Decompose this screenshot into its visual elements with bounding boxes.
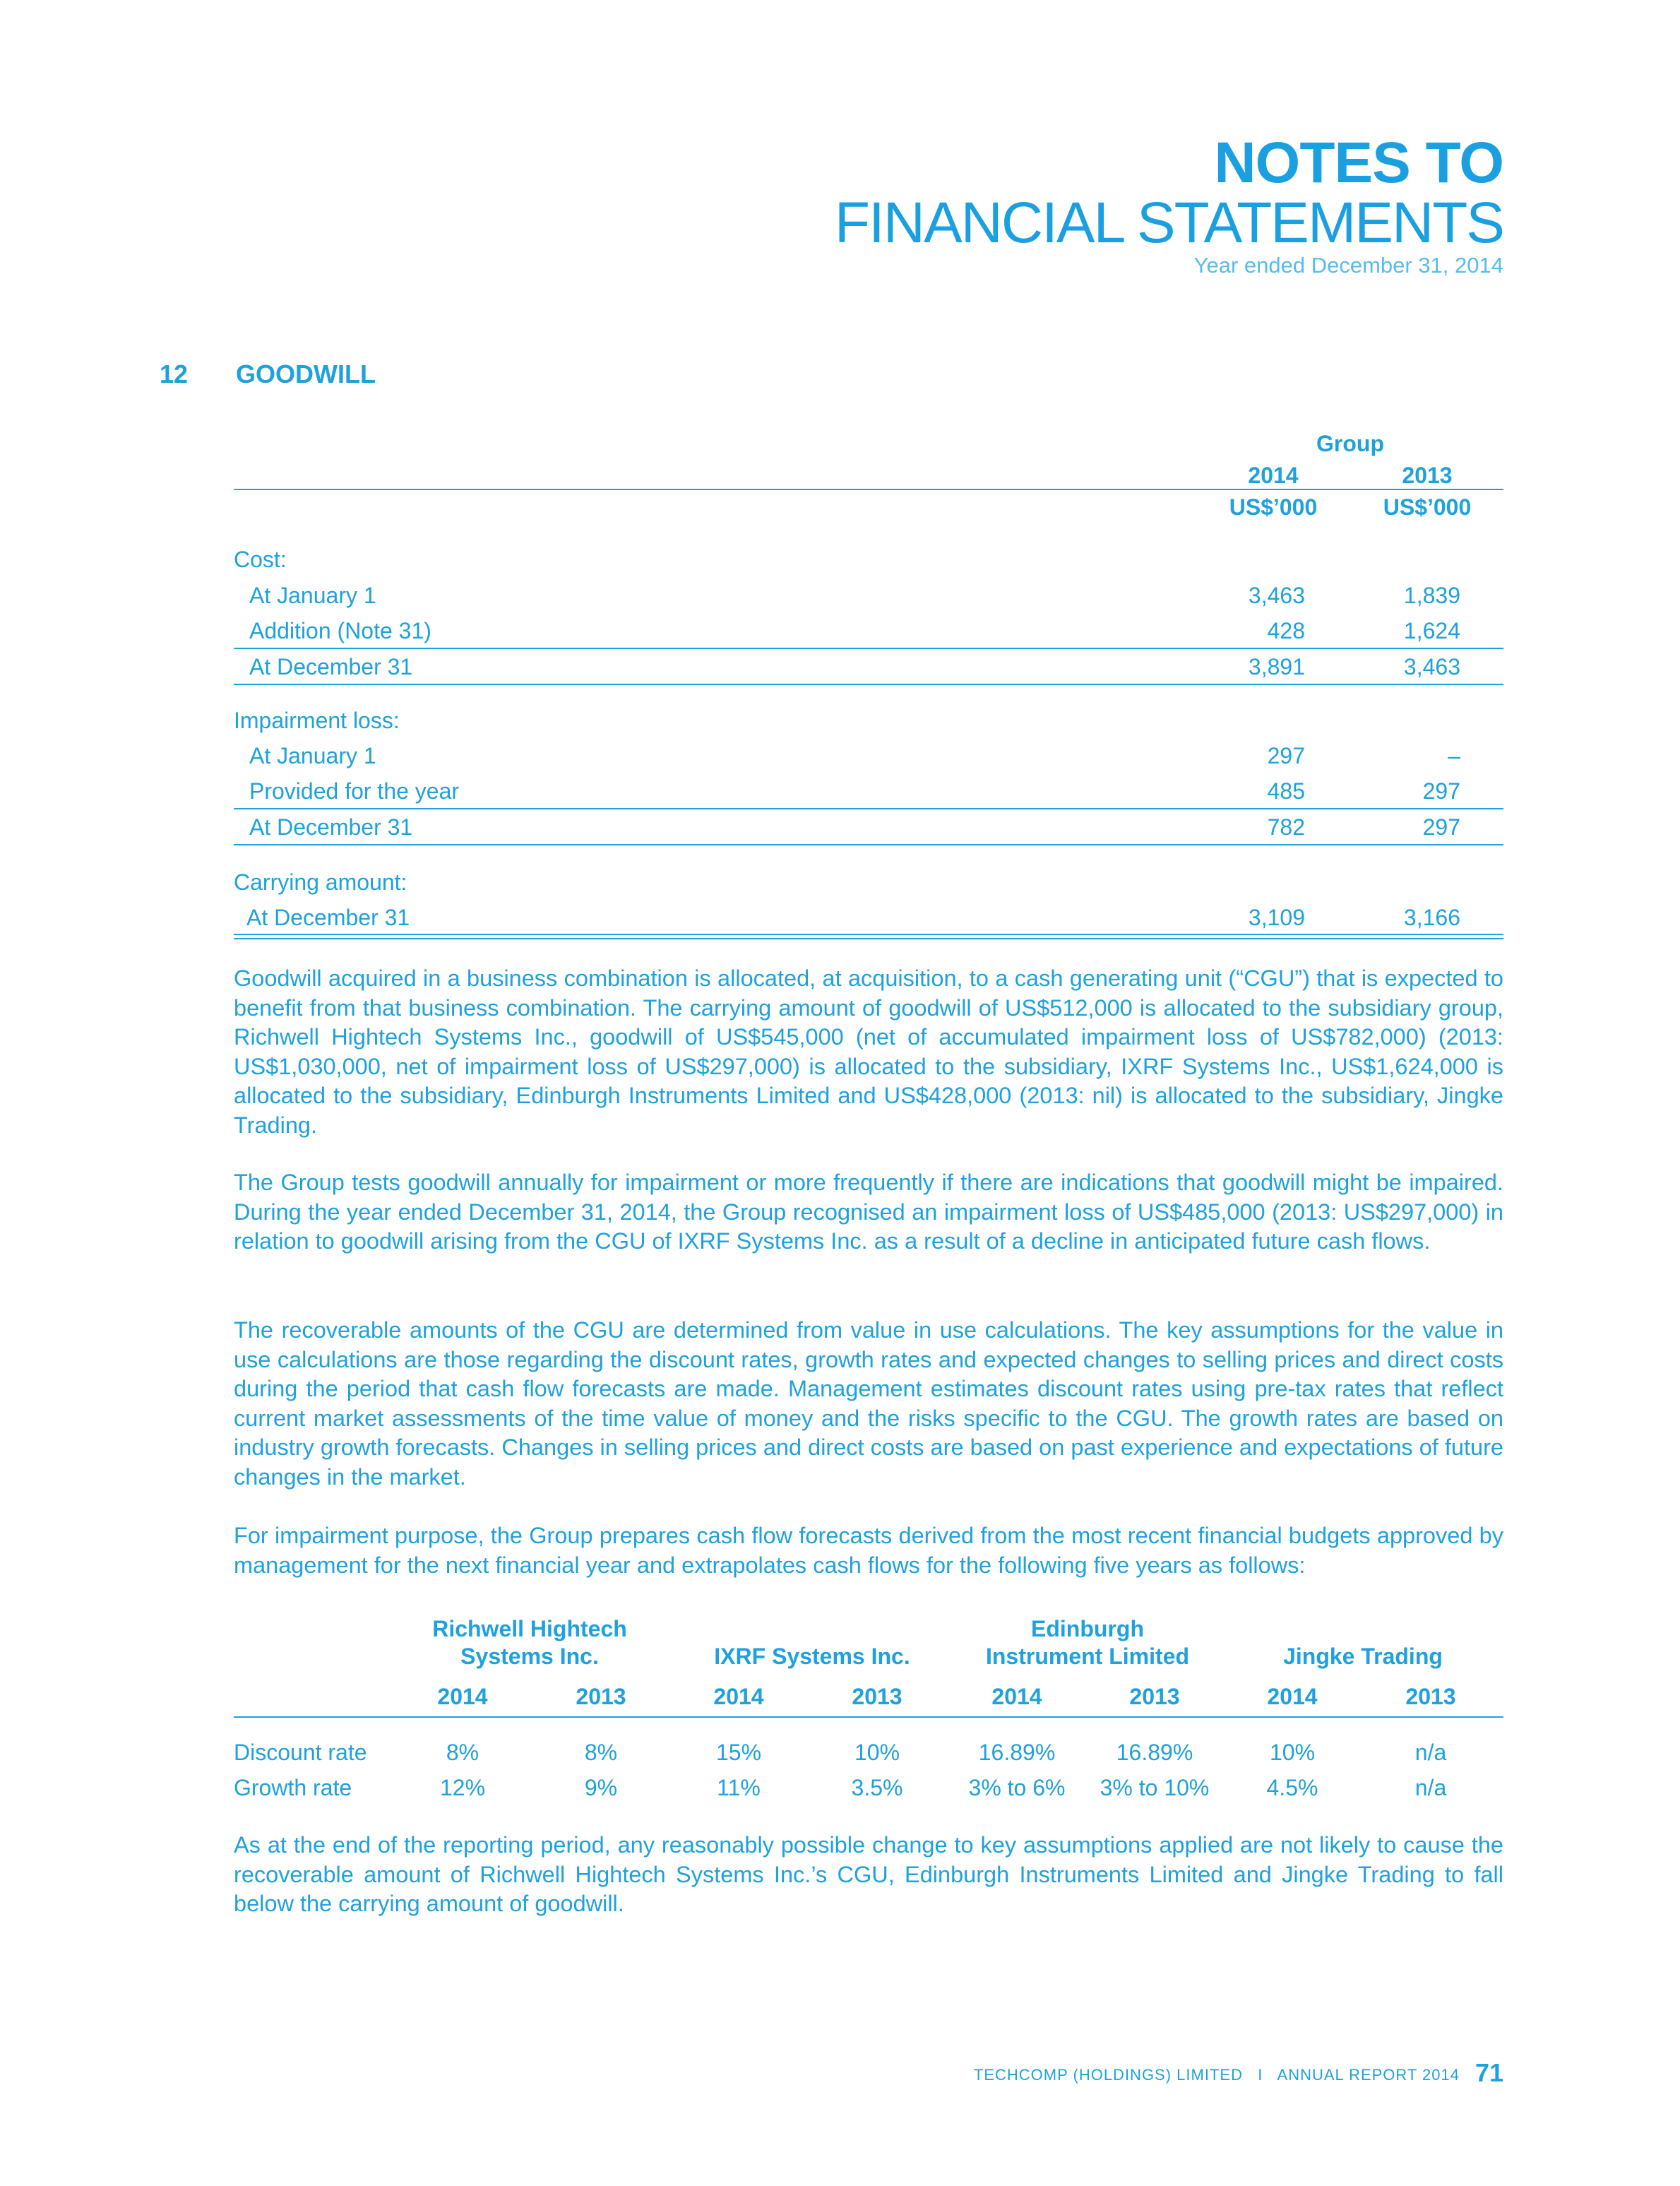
- table-cell: n/a: [1414, 1740, 1447, 1765]
- table-cell: 11%: [717, 1775, 761, 1800]
- year-header: 2013: [852, 1684, 902, 1709]
- table-cell-2013: 297: [1422, 778, 1460, 804]
- row-label-growth-rate: Growth rate: [234, 1775, 352, 1800]
- table-cell-2014: 782: [1267, 814, 1305, 840]
- subtotal-rule: [234, 648, 1503, 649]
- table-cell: 8%: [584, 1740, 618, 1765]
- company-name-line2: Jingke Trading: [1283, 1644, 1443, 1669]
- company-name-line2: Systems Inc.: [460, 1644, 599, 1669]
- table-cell: n/a: [1414, 1775, 1447, 1800]
- paragraph-sensitivity: As at the end of the reporting period, any reasonably possible change to key assumptions applied are not likely to cause the recoverable amount of Richwell Hightech Systems Inc.’s CGU, Edinburgh Instruments Limited and Jingke Trading to fall below the carrying amount of goodwill.: [234, 1832, 1503, 1916]
- table-cell: 10%: [1269, 1740, 1316, 1765]
- row-label-discount-rate: Discount rate: [234, 1740, 367, 1765]
- double-total-rule: [234, 934, 1503, 939]
- table-row-label: Addition (Note 31): [249, 618, 431, 643]
- table-cell-2014: 3,463: [1248, 583, 1305, 608]
- table-cell: 15%: [715, 1740, 762, 1765]
- table-cell-2014: 428: [1267, 618, 1305, 643]
- header-rule: [234, 489, 1503, 490]
- year-header: 2014: [713, 1684, 764, 1709]
- table-cell-2013: 297: [1422, 814, 1460, 840]
- year-header: 2014: [437, 1684, 488, 1709]
- company-name-line1: [1229, 1615, 1497, 1643]
- total-rule: [234, 844, 1503, 845]
- company-name-line1: Richwell Hightech: [432, 1616, 627, 1641]
- table-row-label: At December 31: [246, 905, 410, 930]
- section-title: GOODWILL: [236, 360, 376, 388]
- table-cell-2013: 1,839: [1403, 583, 1460, 608]
- paragraph-impairment-test: The Group tests goodwill annually for impairment or more frequently if there are indications that goodwill might be impaired. During the year ended December 31, 2014, the Group recognised an impairment loss of US$485,000 (2013: US$297,000) in relation to goodwill arising from the CGU of IXRF Systems Inc. as a result of a decline in anticipated future cash flows.: [234, 1170, 1503, 1254]
- table-cell-2014: 3,891: [1248, 654, 1305, 679]
- table-cell: 16.89%: [978, 1740, 1056, 1765]
- impairment-heading: Impairment loss:: [234, 708, 400, 733]
- table-cell: 3.5%: [851, 1775, 903, 1800]
- table-cell: 10%: [854, 1740, 900, 1765]
- unit-header-2014: US$’000: [1229, 494, 1318, 520]
- year-header-2014: 2014: [1248, 463, 1299, 488]
- table-cell-2013: 1,624: [1403, 618, 1460, 643]
- table-cell-2014: 485: [1267, 778, 1305, 804]
- group-label: Group: [1316, 431, 1384, 456]
- company-name-line1: Edinburgh: [1031, 1616, 1144, 1641]
- company-name-line1: [678, 1615, 946, 1643]
- table-cell: 4.5%: [1266, 1775, 1318, 1800]
- table-cell: 3% to 6%: [968, 1775, 1066, 1800]
- header-rule: [234, 1716, 1503, 1718]
- paragraph-forecasts: For impairment purpose, the Group prepares cash flow forecasts derived from the most recent financial budgets approved by management for the next financial year and extrapolates cash flows for the following five years as follows:: [234, 1523, 1503, 1578]
- year-header: 2014: [1267, 1684, 1318, 1709]
- year-header: 2013: [576, 1684, 626, 1709]
- table-cell-2014: 3,109: [1248, 905, 1305, 930]
- paragraph-allocation: Goodwill acquired in a business combination is allocated, at acquisition, to a cash generating unit (“CGU”) that is expected to benefit from that business combination. The carrying amount of goodwill of US$512,000 is allocated to the subsidiary group, Richwell Hightech Systems Inc., goodwill of US$545,000 (net of accumulated impairment loss of US$782,000) (2013: US$1,030,000, net of impairment loss of US$297,000) is allocated to the subsidiary, IXRF Systems Inc., US$1,624,000 is allocated to the subsidiary, Edinburgh Instruments Limited and US$428,000 (2013: nil) is allocated to the subsidiary, Jingke Trading.: [234, 966, 1503, 1138]
- unit-header-2013: US$’000: [1383, 494, 1472, 520]
- table-cell: 8%: [446, 1740, 479, 1765]
- table-cell-2013: –: [1448, 743, 1460, 768]
- year-header: 2013: [1405, 1684, 1456, 1709]
- table-cell: 12%: [439, 1775, 486, 1800]
- subtotal-rule: [234, 808, 1503, 809]
- table-row-label: At January 1: [249, 583, 376, 608]
- company-header: [1229, 1615, 1497, 1670]
- footer-company: TECHCOMP (HOLDINGS) LIMITED I ANNUAL REPORT 2014: [973, 2066, 1460, 2084]
- page-number: 71: [1475, 2058, 1503, 2087]
- section-number: 12: [160, 360, 189, 388]
- company-header: [946, 1615, 1229, 1670]
- company-name-line2: IXRF Systems Inc.: [714, 1644, 910, 1669]
- header-title: NOTES TO: [1214, 131, 1503, 195]
- company-header: [678, 1615, 946, 1670]
- header-subtitle: FINANCIAL STATEMENTS: [834, 191, 1503, 255]
- year-header: 2013: [1129, 1684, 1180, 1709]
- table-cell: 9%: [584, 1775, 618, 1800]
- table-row-label: At January 1: [249, 743, 376, 768]
- company-name-line2: Instrument Limited: [985, 1644, 1189, 1669]
- header-period: Year ended December 31, 2014: [1193, 253, 1503, 278]
- year-header-2013: 2013: [1402, 463, 1453, 488]
- table-cell-2013: 3,166: [1403, 905, 1460, 930]
- table-cell-2014: 297: [1267, 743, 1305, 768]
- table-row-label: At December 31: [249, 814, 413, 840]
- year-header: 2014: [991, 1684, 1042, 1709]
- table-row-label: At December 31: [249, 654, 413, 679]
- table-cell-2013: 3,463: [1403, 654, 1460, 679]
- cost-heading: Cost:: [234, 547, 287, 572]
- table-cell: 16.89%: [1116, 1740, 1193, 1765]
- table-cell: 3% to 10%: [1100, 1775, 1210, 1800]
- paragraph-recoverable-amounts: The recoverable amounts of the CGU are determined from value in use calculations. The key assumptions for the value in use calculations are those regarding the discount rates, growth rates and expected changes to selling prices and direct costs during the period that cash flow forecasts are made. Management estimates discount rates using pre-tax rates that reflect current market assessments of the time value of money and the risks specific to the CGU. The growth rates are based on industry growth forecasts. Changes in selling prices and direct costs are based on past experience and expectations of future changes in the market.: [234, 1317, 1503, 1490]
- carrying-heading: Carrying amount:: [234, 869, 407, 895]
- company-header: [395, 1615, 664, 1670]
- total-rule: [234, 684, 1503, 685]
- table-row-label: Provided for the year: [249, 778, 460, 804]
